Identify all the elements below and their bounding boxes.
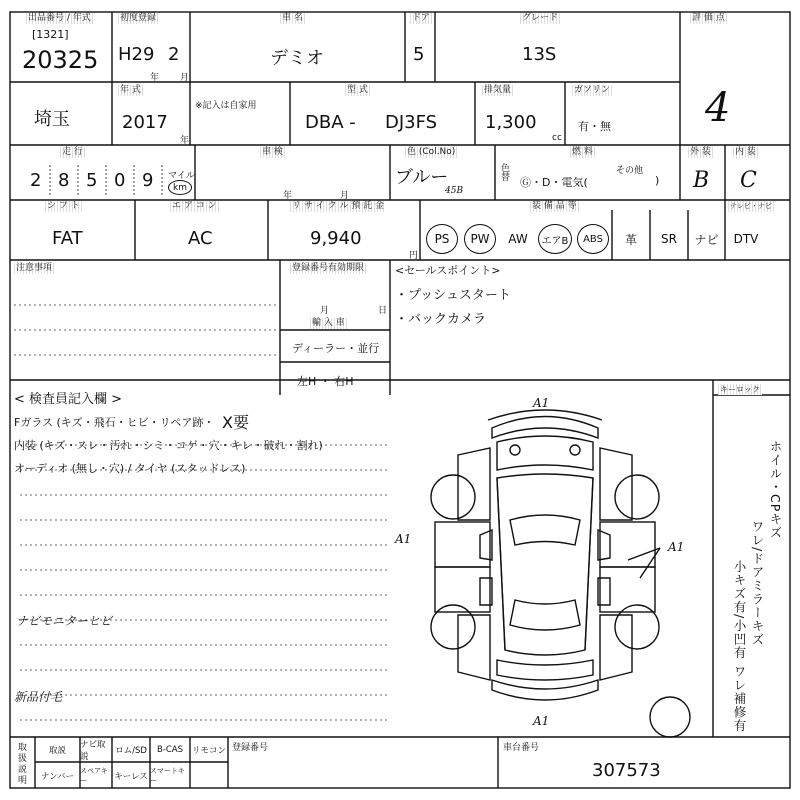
label-evaluation: 評 価 点 (692, 13, 725, 23)
color: ブルー (395, 167, 449, 188)
equipment-7: ナビ (694, 232, 719, 247)
cell-rom-sd: ロム/SD (115, 746, 147, 756)
label-doors: ドア (412, 13, 430, 23)
reg-month: 月 (320, 306, 330, 316)
label-recycle: リ サ イ ク ル 預 託 金 (292, 201, 385, 211)
side-notes-1: ホイル・CPキズ (768, 440, 783, 540)
fuel-other: その他 (616, 166, 644, 176)
equipment-3: エアB (538, 224, 572, 254)
label-grade: グレード (522, 13, 559, 23)
exterior-grade: B (693, 168, 710, 193)
handle-side: 左H ・ 右H (297, 375, 354, 388)
label-shift: シ フ ト (47, 201, 80, 211)
grade: 13S (522, 44, 557, 65)
inspector-line-3: オーディオ (無し・穴) / タイヤ (スタッドレス) (14, 462, 246, 475)
cell-spare-key: スペアキー (80, 766, 108, 785)
mark-right: A1 (668, 540, 685, 554)
label-ac: ガソリン (574, 85, 611, 95)
interior-grade: C (740, 168, 757, 193)
model-prefix: DBA - (305, 112, 356, 133)
cell-number: ナンバー (41, 771, 74, 782)
label-exterior: 外 装 (690, 147, 711, 157)
fuel-options: Ⓖ・D・電気( (520, 176, 588, 189)
mileage-digit-5: 9 (142, 170, 154, 191)
x-mark: X要 (222, 413, 249, 432)
doors: 5 (413, 44, 425, 65)
mark-rear: A1 (533, 714, 550, 728)
cell-manual: 取説 (48, 746, 66, 756)
equipment-1: PW (464, 224, 496, 254)
label-listing: 出品番号 / 年式 (28, 13, 91, 23)
label-import: 輸 入 車 (312, 318, 345, 328)
color-code: 45B (445, 186, 464, 196)
side-notes-4: ワレ補修有 (732, 665, 747, 733)
cell-navi-manual: ナビ取説 (80, 740, 106, 762)
label-keyless: キーロック (720, 385, 760, 394)
recycle-fee: 9,940 (310, 228, 362, 249)
fuel-close: ) (655, 174, 660, 187)
reg-number-label: 登録番号 (232, 743, 269, 753)
equipment-6: SR (661, 232, 677, 246)
label-equipment: 装 備 品 等 (532, 201, 577, 211)
equipment-0: PS (426, 224, 458, 254)
mileage-digit-2: 8 (58, 170, 70, 191)
insp-month: 月 (340, 191, 350, 201)
inspector-title: < 検査員記入欄 > (14, 392, 123, 407)
label-year: 年 式 (120, 85, 141, 95)
mileage-digit-1: 2 (30, 170, 42, 191)
model-code: DJ3FS (385, 112, 438, 133)
side-notes-2: ワレ/ドアミラーキズ (750, 520, 765, 647)
yen-unit: 円 (409, 251, 419, 261)
mark-left: A1 (395, 532, 412, 546)
month: 2 (168, 44, 180, 65)
aircon: AC (188, 228, 213, 249)
foreign-note: ※記入は自家用 (195, 101, 257, 111)
equipment-2: AW (508, 232, 528, 246)
label-car-name: 車 名 (282, 13, 303, 23)
mileage-digit-4: 0 (114, 170, 126, 191)
lot-number: 20325 (22, 46, 99, 74)
label-caution: 注意事項 (16, 263, 53, 273)
label-interior: 内 装 (735, 147, 756, 157)
side-notes-3: 小キズ有/小凹有 (732, 560, 747, 660)
sales-point-1: ・プッシュスタート (395, 288, 511, 303)
insp-year: 年 (283, 191, 293, 201)
lot-code: [1321] (32, 28, 69, 41)
color-change: 色替 (499, 163, 509, 181)
label-aircon: エ ア コ ン (172, 201, 217, 211)
cc-unit: cc (552, 133, 562, 143)
equipment-4: ABS (577, 224, 609, 254)
label-fuel: 燃 料 (572, 147, 593, 157)
label-model: 型 式 (347, 85, 368, 95)
region: 埼玉 (34, 109, 70, 130)
label-inspection: 車 検 (262, 147, 283, 157)
label-tv: テレビ・ナビ (730, 202, 772, 210)
mileage-digit-3: 5 (86, 170, 98, 191)
chassis-number: 307573 (592, 760, 661, 781)
era-year: H29 (118, 44, 155, 65)
year-char: 年 (150, 73, 160, 83)
note-navi: ナビモニターヒビ (16, 614, 113, 628)
inspector-line-2: 内装 (キズ・スレ・汚れ・シミ・コゲ・穴・キレ・破れ・割れ) (14, 439, 323, 452)
note-2: 新品付毛 (14, 690, 63, 704)
fuel-presence: 有・無 (578, 120, 611, 133)
equipment-8: DTV (733, 232, 759, 246)
label-displacement: 排気量 (484, 85, 512, 95)
car-name: デミオ (270, 48, 324, 69)
equipment-5: 革 (624, 232, 637, 247)
label-reg-expiry: 登録番号有効期限 (292, 263, 365, 273)
reg-day: 日 (378, 306, 388, 316)
label-model-year: 初度登録 (120, 13, 157, 23)
cell-smart-key: スマートキー (150, 766, 185, 785)
car-diagram (431, 410, 690, 737)
sales-label: <セールスポイント> (395, 264, 501, 277)
bottom-side-label: 取扱説明 (16, 742, 26, 786)
inspector-line-1: Fガラス (キズ・飛石・ヒビ・リペア跡・ (14, 416, 215, 429)
sales-point-2: ・バックカメラ (395, 312, 487, 327)
unit-mile: マイル (168, 171, 195, 181)
displacement: 1,300 (485, 112, 537, 133)
month-char: 月 (180, 73, 190, 83)
chassis-label: 車台番号 (503, 743, 540, 753)
cell-bcas: B-CAS (156, 745, 184, 755)
cell-keyless: キーレス (114, 771, 148, 782)
unit-km: km (168, 180, 192, 195)
import-type: ディーラー・並行 (292, 342, 380, 355)
year-char-2: 年 (180, 136, 190, 146)
label-mileage: 走 行 (62, 147, 83, 157)
label-color: 色 (Col.No) (407, 147, 456, 157)
score: 4 (705, 85, 731, 131)
cell-remote: リモコン (191, 746, 226, 756)
year: 2017 (122, 112, 168, 133)
mark-front: A1 (533, 396, 550, 410)
shift: FAT (52, 228, 83, 249)
